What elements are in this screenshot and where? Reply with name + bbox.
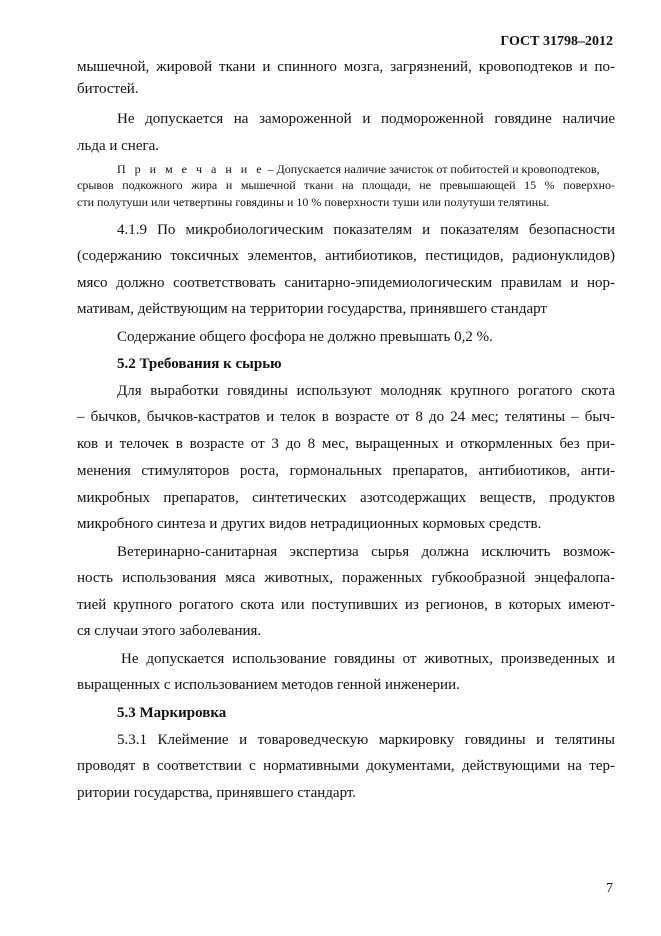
- text-line: (содержанию токсичных элементов, антибиотиков, пестицидов, радионуклидов): [77, 248, 615, 264]
- note-line: [117, 162, 615, 176]
- text-line: мышечной, жировой ткани и спинного мозга, загрязнений, кровоподтеков и по-: [77, 59, 615, 75]
- text-line: Ветеринарно-санитарная экспертиза сырья должна исключить возмож-: [117, 544, 615, 560]
- text-line: битостей.: [77, 81, 139, 97]
- text-line: Для выработки говядины используют молодняк крупного рогатого скота: [117, 383, 615, 399]
- text-line: микробных препаратов, синтетических азотсодержащих веществ, продуктов: [77, 490, 615, 506]
- text-line: мясо должно соответствовать санитарно-эпидемиологическим правилам и нор-: [77, 275, 615, 291]
- text-line: микробного синтеза и других видов нетрадиционных кормовых средств.: [77, 516, 542, 532]
- note-label: П р и м е ч а н и е: [117, 162, 265, 176]
- text-line: проводят в соответствии с нормативными документами, действующими на тер-: [77, 758, 615, 774]
- text-line: Не допускается использование говядины от животных, произведенных и: [121, 651, 615, 667]
- text-line: менения стимуляторов роста, гормональных препаратов, антибиотиков, анти-: [77, 463, 615, 479]
- text-line: Не допускается на замороженной и подмороженной говядине наличие: [117, 111, 615, 127]
- page-number: 7: [606, 881, 613, 896]
- note-line: срывов подкожного жира и мышечной ткани на площади, не превышающей 15 % поверхно-: [77, 178, 615, 192]
- text-line: Содержание общего фосфора не должно превышать 0,2 %.: [117, 329, 493, 345]
- text-line: – бычков, бычков-кастратов и телок в возрасте от 8 до 24 мес; телятины – быч-: [77, 409, 615, 425]
- section-heading: 5.3 Маркировка: [117, 705, 227, 721]
- text-line: ритории государства, принявшего стандарт.: [77, 785, 357, 801]
- text-line: выращенных с использованием методов генной инженерии.: [77, 677, 460, 693]
- text-line: льда и снега.: [77, 138, 160, 154]
- running-header: ГОСТ 31798–2012: [500, 34, 613, 49]
- text-line: ность использования мяса животных, пораженных губкообразной энцефалопа-: [77, 570, 615, 586]
- note-text: – Допускается наличие зачисток от побитостей и кровоподтеков,: [264, 162, 600, 176]
- text-line: тией крупного рогатого скота или поступивших из регионов, в которых имеют-: [77, 597, 615, 613]
- section-heading: 5.2 Требования к сырью: [117, 356, 282, 372]
- text-line: ся случаи этого заболевания.: [77, 623, 262, 639]
- text-line: 5.3.1 Клеймение и товароведческую маркировку говядины и телятины: [117, 732, 615, 748]
- note-line: сти полутуши или четвертины говядины и 10 % поверхности туши или полутуши телятины.: [77, 195, 550, 209]
- text-line: ков и телочек в возрасте от 3 до 8 мес, выращенных и откормленных без при-: [77, 436, 615, 452]
- text-line: 4.1.9 По микробиологическим показателям и показателям безопасности: [117, 222, 615, 238]
- text-line: мативам, действующим на территории государства, принявшего стандарт: [77, 301, 547, 317]
